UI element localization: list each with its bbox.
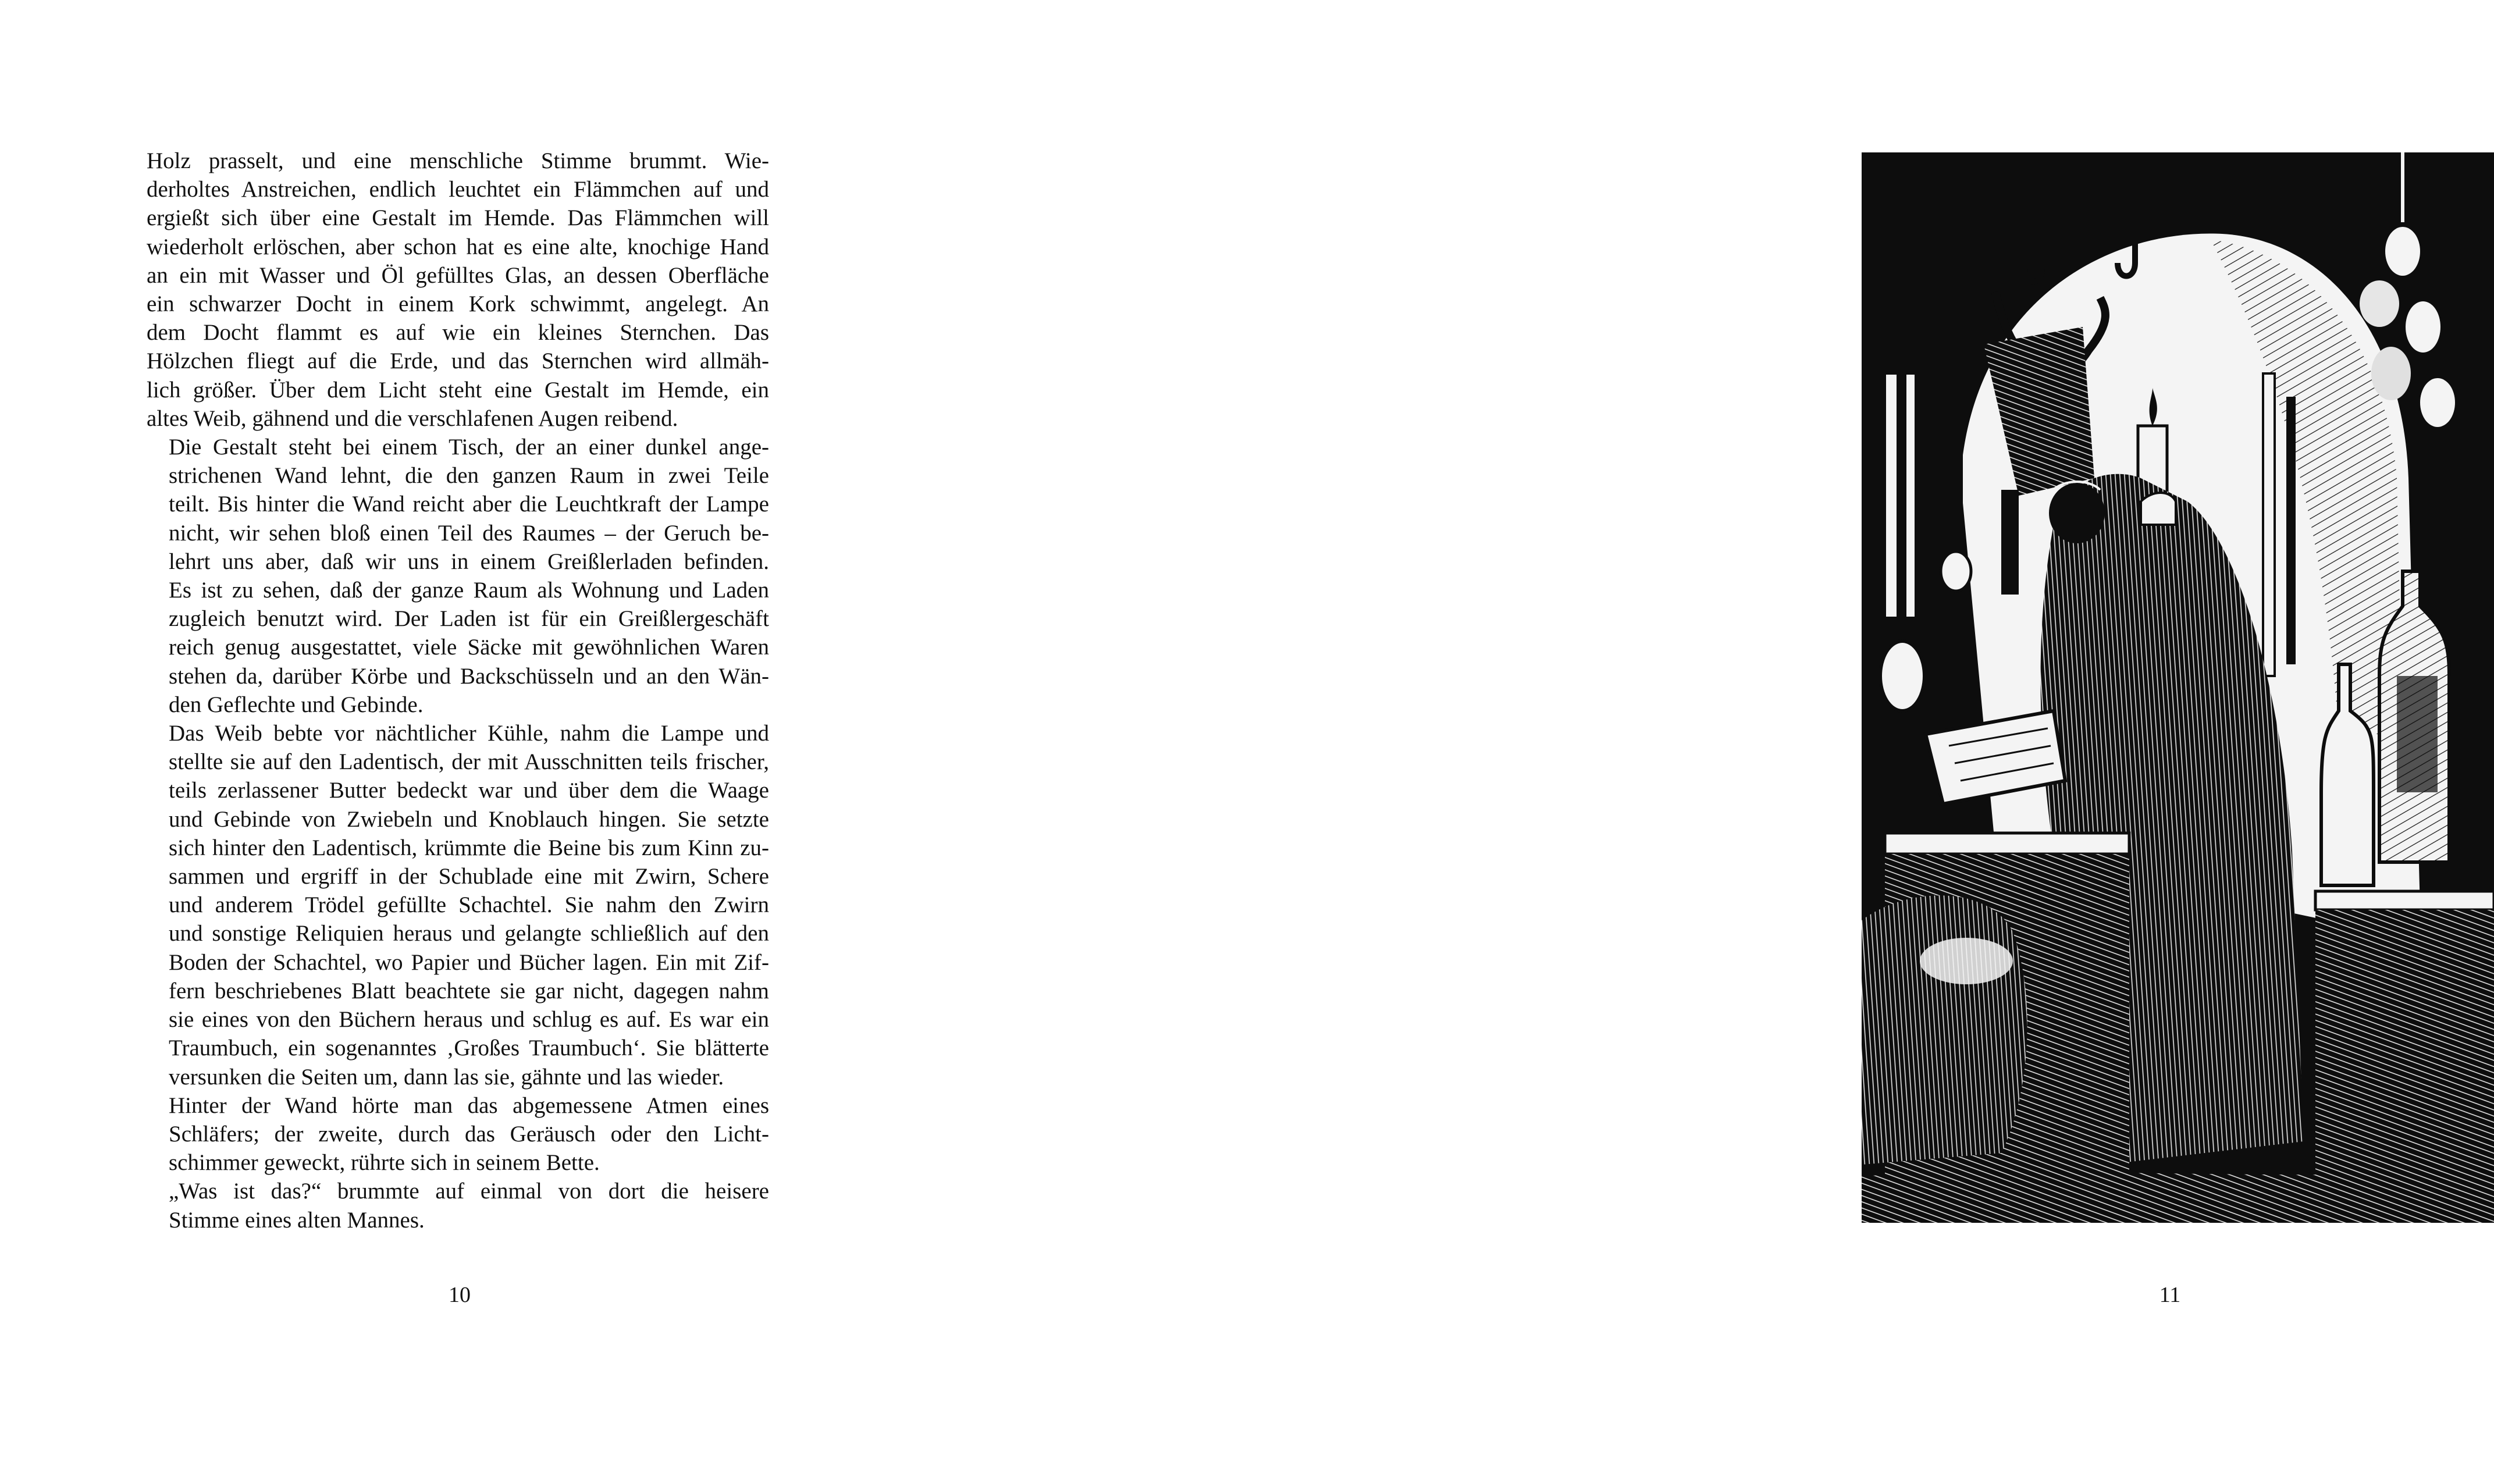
text-line: Boden der Schachtel, wo Papier und Bücher lagen. Ein mit Zif- — [169, 949, 769, 975]
text-line: Die Gestalt steht bei einem Tisch, der an einer dunkel ange- — [169, 435, 769, 460]
floor — [1862, 1170, 2494, 1223]
text-line: versunken die Seiten um, dann las sie, gähnte und las wieder. — [169, 1064, 724, 1090]
text-line: und anderem Trödel gefüllte Schachtel. Sie nahm den Zwirn — [169, 892, 769, 918]
paragraph — [147, 433, 769, 719]
text-line: „Was ist das?“ brummte auf einmal von dort die heisere — [169, 1179, 769, 1204]
sacks — [1862, 895, 2027, 1165]
paragraph — [147, 719, 769, 1091]
paragraph — [147, 147, 769, 433]
text-line: lehrt uns aber, daß wir uns in einem Greißlerladen befinden. — [169, 549, 769, 574]
page-number-right: 11 — [2159, 1283, 2181, 1307]
text-line: sammen und ergriff in der Schublade eine mit Zwirn, Schere — [169, 864, 769, 889]
woodcut-illustration — [1862, 152, 2494, 1223]
left-page — [0, 0, 873, 1484]
text-line: reich genug ausgestattet, viele Säcke mit gewöhnlichen Waren — [169, 635, 769, 660]
text-line: Hinter der Wand hörte man das abgemessene Atmen eines — [169, 1092, 769, 1118]
text-line: Holz prasselt, und eine menschliche Stimme brummt. Wie- — [147, 148, 769, 173]
paragraph — [147, 1177, 769, 1234]
text-line: wiederholt erlöschen, aber schon hat es eine alte, knochige Hand — [147, 234, 769, 259]
text-line: dem Docht flammt es auf wie ein kleines Sternchen. Das — [147, 320, 769, 346]
right-page — [873, 0, 2181, 1484]
text-line: stehen da, darüber Körbe und Backschüsseln und an den Wän- — [169, 663, 769, 689]
body-text — [147, 147, 769, 1234]
text-line: an ein mit Wasser und Öl gefülltes Glas, an dessen Oberfläche — [147, 262, 769, 288]
text-line: Hölzchen fliegt auf die Erde, und das Sternchen wird allmäh- — [147, 348, 769, 374]
text-line: Traumbuch, ein sogenanntes ‚Großes Traumbuch‘. Sie blätterte — [169, 1035, 769, 1061]
text-line: den Geflechte und Gebinde. — [169, 692, 424, 717]
text-line: sie eines von den Büchern heraus und schlug es auf. Es war ein — [169, 1007, 769, 1033]
text-line: derholtes Anstreichen, endlich leuchtet ein Flämmchen auf und — [147, 177, 769, 202]
text-line: fern beschriebenes Blatt beachtete sie gar nicht, dagegen nahm — [169, 978, 769, 1003]
text-line: strichenen Wand lehnt, die den ganzen Raum in zwei Teile — [169, 463, 769, 489]
text-line: Stimme eines alten Mannes. — [169, 1207, 425, 1233]
text-line: und Gebinde von Zwiebeln und Knoblauch hingen. Sie setzte — [169, 806, 769, 832]
text-line: schimmer geweckt, rührte sich in seinem Bette. — [169, 1150, 600, 1176]
text-line: zugleich benutzt wird. Der Laden ist für ein Greißlergeschäft — [169, 606, 769, 632]
text-line: sich hinter den Ladentisch, krümmte die Beine bis zum Kinn zu- — [169, 835, 769, 860]
text-line: teilt. Bis hinter die Wand reicht aber die Leuchtkraft der Lampe — [169, 492, 769, 517]
text-line: stellte sie auf den Ladentisch, der mit Ausschnitten teils frischer, — [169, 749, 769, 775]
text-line: ein schwarzer Docht in einem Kork schwimmt, angelegt. An — [147, 291, 769, 317]
text-line: Es ist zu sehen, daß der ganze Raum als Wohnung und Laden — [169, 578, 769, 603]
text-line: ergießt sich über eine Gestalt im Hemde. Das Flämmchen will — [147, 205, 769, 231]
text-line: Schläfers; der zweite, durch das Geräusch oder den Licht- — [169, 1121, 769, 1147]
text-line: und sonstige Reliquien heraus und gelangte schließlich auf den — [169, 921, 769, 946]
paragraph — [147, 1091, 769, 1177]
text-line: altes Weib, gähnend und die verschlafenen Augen reibend. — [147, 405, 678, 431]
text-line: lich größer. Über dem Licht steht eine Gestalt im Hemde, ein — [147, 377, 769, 403]
text-line: Das Weib bebte vor nächtlicher Kühle, nahm die Lampe und — [169, 721, 769, 746]
text-line: nicht, wir sehen bloß einen Teil des Raumes – der Geruch be- — [169, 520, 769, 546]
woodcut-image — [1862, 152, 2494, 1223]
text-line: teils zerlassener Butter bedeckt war und über dem die Waage — [169, 778, 769, 803]
page-number-left: 10 — [449, 1283, 471, 1307]
